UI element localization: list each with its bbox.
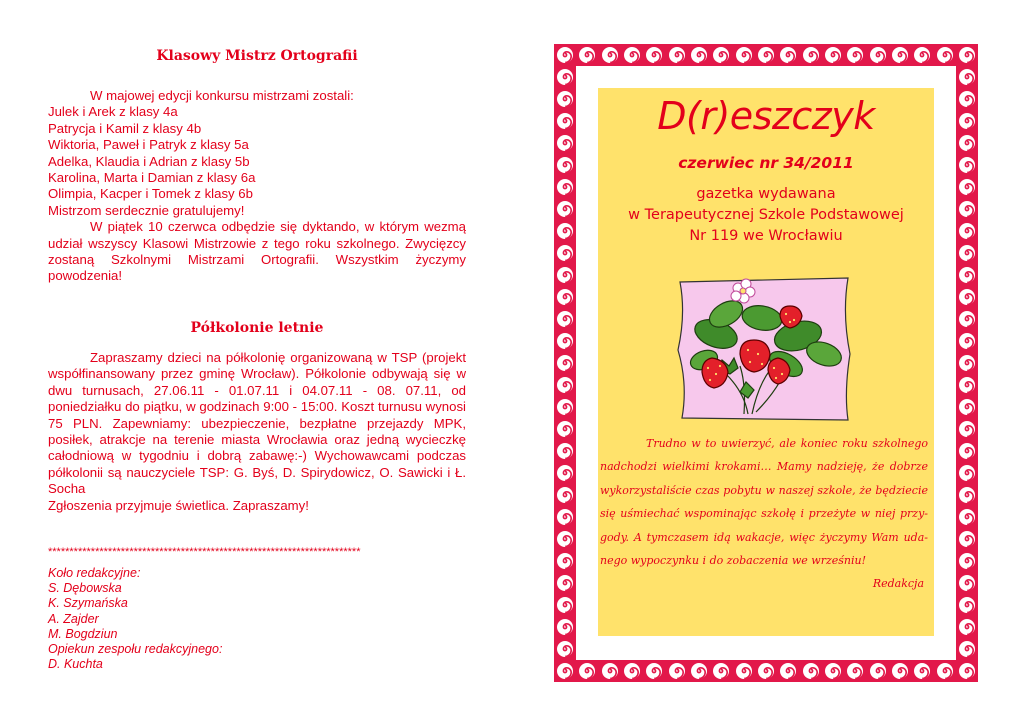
swirl-ornament-icon <box>958 288 976 306</box>
camp-block <box>48 350 466 514</box>
swirl-ornament-icon <box>846 46 864 64</box>
swirl-ornament-icon <box>958 618 976 636</box>
swirl-ornament-icon <box>958 46 976 64</box>
section-heading-polkolonie: Półkolonie letnie <box>190 320 324 336</box>
swirl-ornament-icon <box>779 46 797 64</box>
newsletter-subtitle <box>598 184 934 247</box>
swirl-ornament-icon <box>556 508 574 526</box>
editorial-message <box>600 432 928 596</box>
swirl-ornament-icon <box>556 46 574 64</box>
swirl-ornament-icon <box>958 354 976 372</box>
swirl-ornament-icon <box>601 662 619 680</box>
swirl-ornament-icon <box>869 46 887 64</box>
swirl-ornament-icon <box>958 266 976 284</box>
swirl-ornament-icon <box>958 332 976 350</box>
swirl-ornament-icon <box>556 266 574 284</box>
winners-block <box>48 88 466 285</box>
camp-registration-line: Zgłoszenia przyjmuje świetlica. Zapraszamy! <box>48 497 309 513</box>
congrats-line: Mistrzom serdecznie gratulujemy! <box>48 202 245 218</box>
swirl-ornament-icon <box>958 68 976 86</box>
swirl-ornament-icon <box>556 486 574 504</box>
swirl-ornament-icon <box>869 662 887 680</box>
editor-name: K. Szymańska <box>48 596 128 611</box>
swirl-ornament-icon <box>578 662 596 680</box>
swirl-ornament-icon <box>958 112 976 130</box>
swirl-ornament-icon <box>556 134 574 152</box>
winners-line: Olimpia, Kacper i Tomek z klasy 6b <box>48 186 253 202</box>
swirl-ornament-icon <box>958 376 976 394</box>
swirl-ornament-icon <box>891 46 909 64</box>
swirl-ornament-icon <box>958 574 976 592</box>
swirl-ornament-icon <box>623 46 641 64</box>
swirl-ornament-icon <box>824 46 842 64</box>
issue-number: czerwiec nr 34/2011 <box>678 154 854 172</box>
swirl-ornament-icon <box>891 662 909 680</box>
swirl-ornament-icon <box>958 244 976 262</box>
swirl-ornament-icon <box>556 618 574 636</box>
swirl-ornament-icon <box>556 530 574 548</box>
swirl-ornament-icon <box>623 662 641 680</box>
separator-stars: ************************************************************************* <box>48 546 361 558</box>
swirl-ornament-icon <box>556 420 574 438</box>
swirl-ornament-icon <box>556 222 574 240</box>
editors-heading: Koło redakcyjne: <box>48 566 141 580</box>
swirl-ornament-icon <box>958 508 976 526</box>
swirl-ornament-icon <box>556 200 574 218</box>
swirl-ornament-icon <box>556 464 574 482</box>
winners-line: Karolina, Marta i Damian z klasy 6a <box>48 170 256 186</box>
swirl-ornament-icon <box>668 46 686 64</box>
newsletter-title: D(r)eszczyk <box>657 94 875 138</box>
swirl-ornament-icon <box>556 552 574 570</box>
swirl-ornament-icon <box>556 288 574 306</box>
swirl-ornament-icon <box>913 46 931 64</box>
swirl-ornament-icon <box>556 68 574 86</box>
swirl-ornament-icon <box>958 178 976 196</box>
swirl-ornament-icon <box>958 596 976 614</box>
swirl-ornament-icon <box>690 46 708 64</box>
swirl-ornament-icon <box>735 662 753 680</box>
swirl-ornament-icon <box>645 662 663 680</box>
swirl-ornament-icon <box>668 662 686 680</box>
swirl-ornament-icon <box>556 640 574 658</box>
subtitle-line: Nr 119 we Wrocławiu <box>689 228 843 244</box>
swirl-ornament-icon <box>556 398 574 416</box>
swirl-ornament-icon <box>712 662 730 680</box>
editor-name: S. Dębowska <box>48 581 122 596</box>
winners-line: Wiktoria, Paweł i Patryk z klasy 5a <box>48 137 249 153</box>
swirl-ornament-icon <box>936 46 954 64</box>
editor-name: M. Bogdziun <box>48 626 118 641</box>
message-paragraph: Trudno w to uwierzyć, ale koniec roku szkolnego nadchodzi wielkimi krokami… Mamy nadzieję, że dobrze wykorzystaliście czas pobytu w naszej szkole, że będziecie się uśmiechać wspominając szkołę i przeżyte w niej przygody. A tymczasem idą wakacje, więc życzymy Wam udanego wypoczynku i do zobaczenia we wrześniu! <box>600 437 928 568</box>
winners-line: Adelka, Klaudia i Adrian z klasy 5b <box>48 153 250 169</box>
message-signature: Redakcja <box>872 577 924 591</box>
swirl-ornament-icon <box>556 156 574 174</box>
swirl-ornament-icon <box>958 442 976 460</box>
swirl-ornament-icon <box>690 662 708 680</box>
section-heading-ortografia: Klasowy Mistrz Ortografii <box>156 48 358 64</box>
swirl-ornament-icon <box>757 46 775 64</box>
swirl-ornament-icon <box>913 662 931 680</box>
swirl-ornament-icon <box>556 574 574 592</box>
swirl-ornament-icon <box>958 464 976 482</box>
swirl-ornament-icon <box>556 596 574 614</box>
swirl-ornament-icon <box>556 442 574 460</box>
swirl-ornament-icon <box>601 46 619 64</box>
swirl-ornament-icon <box>802 46 820 64</box>
supervisor-heading: Opiekun zespołu redakcyjnego: <box>48 642 223 657</box>
swirl-ornament-icon <box>556 178 574 196</box>
dictation-paragraph: W piątek 10 czerwca odbędzie się dyktando, w którym wezmą udział wszyscy Klasowi Mistrzowie z tego roku szkolnego. Zwycięzcy zostaną Szkolnymi Mistrzami Ortografii. Wszystkim życzymy powodzenia! <box>48 219 466 284</box>
swirl-ornament-icon <box>958 134 976 152</box>
subtitle-line: w Terapeutycznej Szkole Podstawowej <box>628 207 904 223</box>
swirl-ornament-icon <box>757 662 775 680</box>
editorial-team <box>48 566 222 672</box>
swirl-ornament-icon <box>958 90 976 108</box>
swirl-ornament-icon <box>958 222 976 240</box>
swirl-ornament-icon <box>556 662 574 680</box>
swirl-ornament-icon <box>958 640 976 658</box>
subtitle-line: gazetka wydawana <box>696 186 836 202</box>
supervisor-name: D. Kuchta <box>48 657 103 672</box>
swirl-ornament-icon <box>958 398 976 416</box>
swirl-ornament-icon <box>958 156 976 174</box>
swirl-ornament-icon <box>712 46 730 64</box>
swirl-ornament-icon <box>556 310 574 328</box>
swirl-ornament-icon <box>936 662 954 680</box>
swirl-ornament-icon <box>958 662 976 680</box>
swirl-ornament-icon <box>578 46 596 64</box>
swirl-ornament-icon <box>556 90 574 108</box>
strawberry-plant-icon <box>674 274 854 422</box>
swirl-ornament-icon <box>556 332 574 350</box>
swirl-ornament-icon <box>779 662 797 680</box>
swirl-ornament-icon <box>958 552 976 570</box>
swirl-ornament-icon <box>556 376 574 394</box>
swirl-ornament-icon <box>556 244 574 262</box>
swirl-ornament-icon <box>958 486 976 504</box>
swirl-ornament-icon <box>958 420 976 438</box>
swirl-ornament-icon <box>958 200 976 218</box>
swirl-ornament-icon <box>645 46 663 64</box>
winners-line: Patrycja i Kamil z klasy 4b <box>48 120 202 136</box>
swirl-ornament-icon <box>958 530 976 548</box>
swirl-ornament-icon <box>958 310 976 328</box>
swirl-ornament-icon <box>824 662 842 680</box>
swirl-ornament-icon <box>735 46 753 64</box>
swirl-ornament-icon <box>846 662 864 680</box>
swirl-ornament-icon <box>556 112 574 130</box>
winners-intro: W majowej edycji konkursu mistrzami zostali: <box>90 88 354 103</box>
swirl-ornament-icon <box>556 354 574 372</box>
winners-line: Julek i Arek z klasy 4a <box>48 104 178 120</box>
camp-paragraph: Zapraszamy dzieci na półkolonię organizowaną w TSP (projekt współfinansowany przez gminę Wrocław). Półkolonie odbywają się w dwu turnusach, 27.06.11 - 01.07.11 i 04.07.11 - 08. 07.11, od poniedziałku do piątku, w godzinach 9:00 - 15:00. Koszt turnusu wynosi 75 PLN. Zapewniamy: ubezpieczenie, bezpłatne przejazdy MPK, posiłek, atrakcje na terenie miasta Wrocławia oraz jedną wycieczkę całodniową w tygodniu i dobrą zabawę:-) Wychowawcami podczas półkolonii są nauczyciele TSP: G. Byś, D. Spirydowicz, O. Sawicki i Ł. Socha <box>48 350 466 497</box>
swirl-ornament-icon <box>802 662 820 680</box>
editor-name: A. Zajder <box>48 611 99 626</box>
cover-panel <box>598 88 934 636</box>
